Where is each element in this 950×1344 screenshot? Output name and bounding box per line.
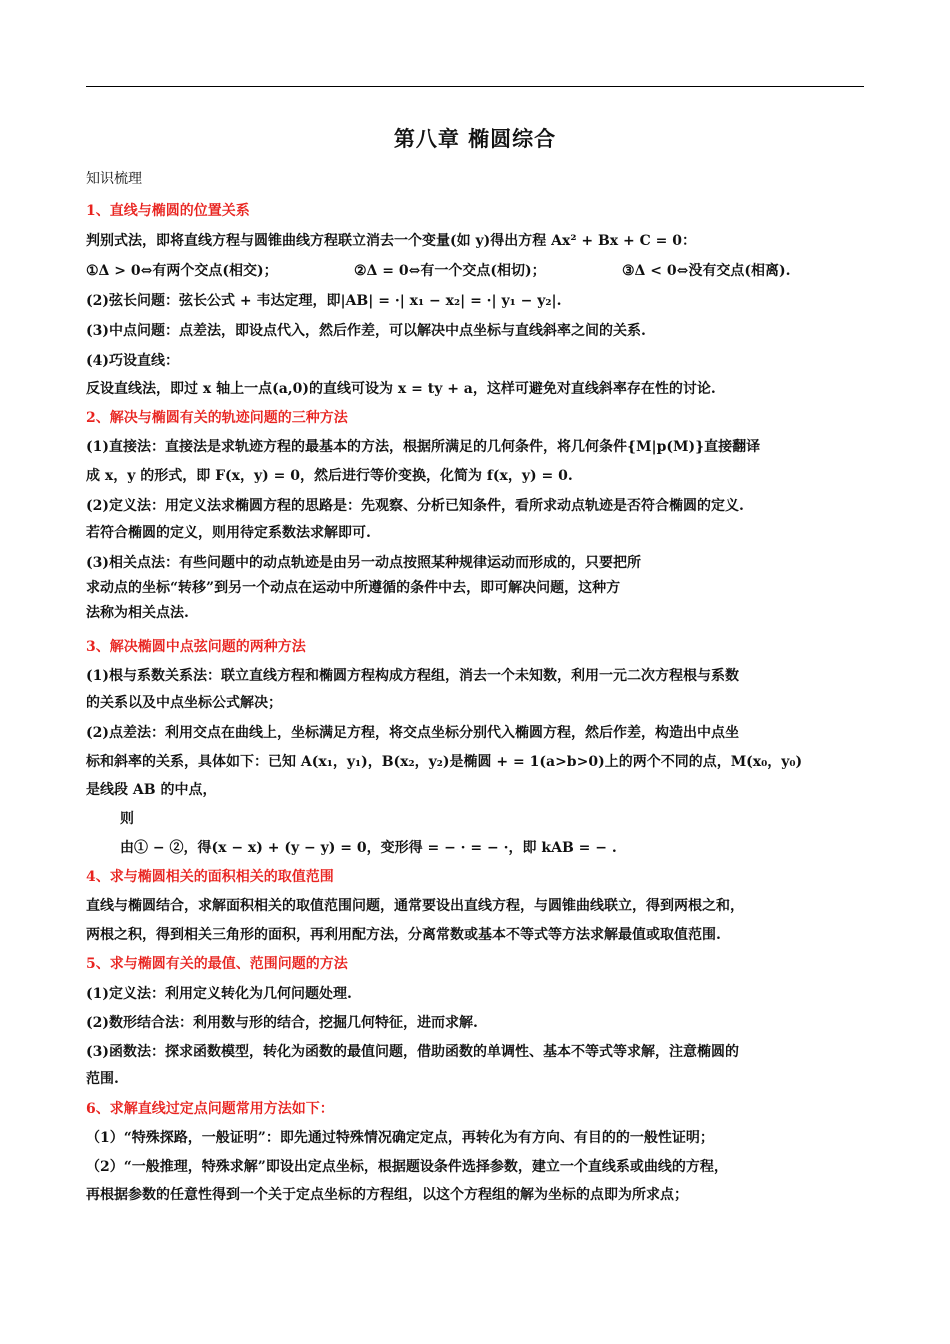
paragraph-line: (3)相关点法：有些问题中的动点轨迹是由另一动点按照某种规律运动而形成的，只要把所: [86, 555, 641, 571]
paragraph-line: (2)点差法：利用交点在曲线上，坐标满足方程，将交点坐标分别代入椭圆方程，然后作差，构造出中点坐: [86, 725, 739, 741]
paragraph-line: 的关系以及中点坐标公式解决；: [86, 695, 282, 711]
heading-2: 2、解决与椭圆有关的轨迹问题的三种方法: [86, 410, 348, 426]
paragraph-line: (2)弦长问题：弦长公式 + 韦达定理，即|AB| = ·| x₁ − x₂| = ·| y₁ − y₂|.: [86, 293, 562, 309]
paragraph-line: 成 x，y 的形式，即 F(x，y) = 0，然后进行等价变换，化简为 f(x，y) = 0.: [86, 468, 573, 484]
heading-6: 6、求解直线过定点问题常用方法如下：: [86, 1101, 334, 1117]
paragraph-line: 则: [120, 811, 134, 827]
paragraph-line: 再根据参数的任意性得到一个关于定点坐标的方程组，以这个方程组的解为坐标的点即为所求点；: [86, 1187, 688, 1203]
paragraph-line: 求动点的坐标“转移”到另一个动点在运动中所遵循的条件中去，即可解决问题，这种方: [86, 580, 621, 596]
paragraph-line: (3)中点问题：点差法，即设点代入，然后作差，可以解决中点坐标与直线斜率之间的关系.: [86, 323, 646, 339]
paragraph-line: (1)直接法：直接法是求轨迹方程的最基本的方法，根据所满足的几何条件，将几何条件{M|p(M)}直接翻译: [86, 439, 761, 455]
paragraph-line: （2）“一般推理，特殊求解”即设出定点坐标，根据题设条件选择参数，建立一个直线系或曲线的方程，: [86, 1159, 728, 1175]
heading-4: 4、求与椭圆相关的面积相关的取值范围: [86, 869, 334, 885]
paragraph-line: 若符合椭圆的定义，则用待定系数法求解即可.: [86, 525, 371, 541]
section-label: 知识梳理: [86, 171, 142, 187]
page-title: 第八章 椭圆综合: [393, 126, 557, 151]
header-rule: [86, 86, 864, 87]
case-2: ②Δ = 0⇔有一个交点(相切)；: [354, 263, 546, 279]
heading-3: 3、解决椭圆中点弦问题的两种方法: [86, 639, 306, 655]
paragraph-line: 由① − ②，得(x − x) + (y − y) = 0，变形得 = − · = − ·，即 kAB = − .: [120, 840, 617, 856]
paragraph-line: (4)巧设直线：: [86, 353, 179, 369]
case-3: ③Δ < 0⇔没有交点(相离).: [622, 263, 791, 279]
paragraph-line: （1）“特殊探路，一般证明”：即先通过特殊情况确定定点，再转化为有方向、有目的的一般性证明；: [86, 1130, 714, 1146]
paragraph-line: 反设直线法，即过 x 轴上一点(a,0)的直线可设为 x = ty + a，这样可避免对直线斜率存在性的讨论.: [86, 381, 716, 397]
paragraph-line: 是线段 AB 的中点，: [86, 782, 217, 798]
paragraph-line: (2)定义法：用定义法求椭圆方程的思路是：先观察、分析已知条件，看所求动点轨迹是否符合椭圆的定义.: [86, 498, 744, 514]
paragraph-line: 两根之积，得到相关三角形的面积，再利用配方法，分离常数或基本不等式等方法求解最值或取值范围.: [86, 927, 721, 943]
paragraph-line: 法称为相关点法.: [86, 605, 189, 621]
paragraph-line: (2)数形结合法：利用数与形的结合，挖掘几何特征，进而求解.: [86, 1015, 478, 1031]
paragraph-line: 直线与椭圆结合，求解面积相关的取值范围问题，通常要设出直线方程，与圆锥曲线联立，得到两根之和，: [86, 898, 744, 914]
heading-1: 1、直线与椭圆的位置关系: [86, 203, 250, 219]
paragraph-line: 范围.: [86, 1071, 119, 1087]
paragraph-line: 判别式法，即将直线方程与圆锥曲线方程联立消去一个变量(如 y)得出方程 Ax² + Bx + C = 0：: [86, 233, 696, 249]
paragraph-line: 标和斜率的关系，具体如下：已知 A(x₁，y₁)，B(x₂，y₂)是椭圆 + = 1(a>b>0)上的两个不同的点，M(x₀，y₀): [86, 754, 803, 770]
paragraph-line: (3)函数法：探求函数模型，转化为函数的最值问题，借助函数的单调性、基本不等式等求解，注意椭圆的: [86, 1044, 739, 1060]
heading-5: 5、求与椭圆有关的最值、范围问题的方法: [86, 956, 348, 972]
paragraph-line: (1)根与系数关系法：联立直线方程和椭圆方程构成方程组，消去一个未知数，利用一元二次方程根与系数: [86, 668, 739, 684]
case-1: ①Δ > 0⇔有两个交点(相交)；: [86, 263, 278, 279]
paragraph-line: (1)定义法：利用定义转化为几何问题处理.: [86, 986, 352, 1002]
